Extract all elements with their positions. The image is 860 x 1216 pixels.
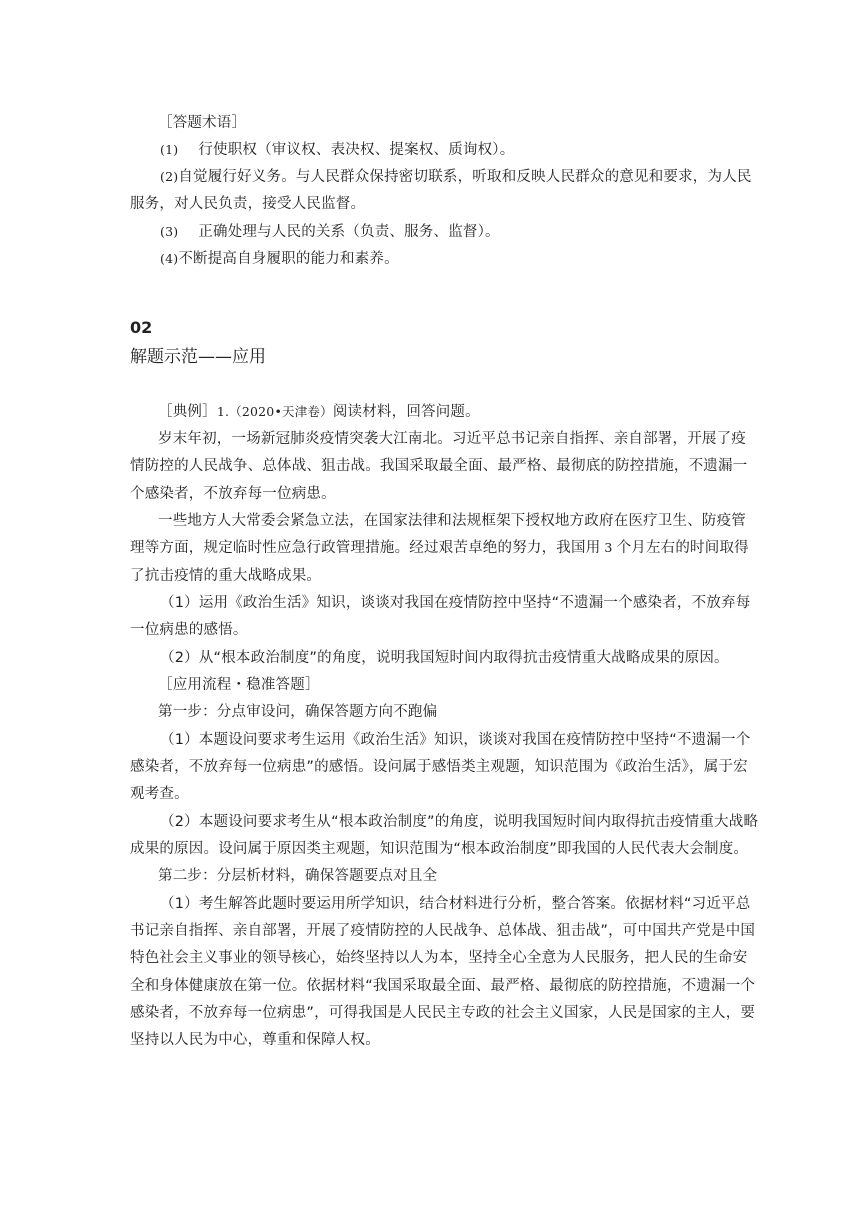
- step-2-line1: （1）考生解答此题时要运用所学知识，结合材料进行分析，整合答案。依据材料“习近平总: [160, 896, 751, 912]
- material-p1-line3: 个感染者，不放弃每一位病患。: [130, 486, 336, 502]
- material-p2-line2-b: 个月左右的时间取得: [616, 540, 749, 556]
- step-2-line2: 书记亲自指挥、亲自部署，开展了疫情防控的人民战争、总体战、狙击战”，可中国共产党是中国: [130, 923, 756, 939]
- flow-heading: ［应用流程・稳准答题］: [158, 677, 320, 693]
- terms-item-1-num: (1): [160, 142, 179, 157]
- terms-item-2-text-a: 自觉履行好义务。与人民群众保持密切联系，听取和反映人民群众的意见和要求，为人民: [178, 169, 752, 185]
- terms-item-4: [160, 249, 399, 269]
- section-title: 解题示范——应用: [130, 347, 266, 367]
- terms-item-4-num: (4): [160, 251, 179, 266]
- step-1-q2-line2: 成果的原因。设问属于原因类主观题，知识范围为“根本政治制度”即我国的人民代表大会制度。: [130, 841, 749, 857]
- terms-item-3-num: (3): [160, 224, 179, 239]
- material-p2-line1: 一些地方人大常委会紧急立法，在国家法律和法规框架下授权地方政府在医疗卫生、防疫管: [158, 513, 746, 529]
- example-label: ［典例］: [158, 404, 217, 420]
- material-p2-line3: 了抗击疫情的重大战略成果。: [130, 568, 322, 584]
- material-p1-line1: 岁末年初，一场新冠肺炎疫情突袭大江南北。习近平总书记亲自指挥、亲自部署，开展了疫: [158, 431, 746, 447]
- example-prompt: 阅读材料，回答问题。: [332, 404, 480, 420]
- section-number: 02: [130, 318, 153, 337]
- step-1-q2-line1: （2）本题设问要求考生从“根本政治制度”的角度，说明我国短时间内取得抗击疫情重大战略: [160, 814, 759, 830]
- material-p2-line2-a: 理等方面，规定临时性应急行政管理措施。经过艰苦卓绝的努力，我国用: [130, 540, 601, 556]
- step-2-line6: 坚持以人民为中心，尊重和保障人权。: [130, 1032, 380, 1048]
- material-p1-line2: 情防控的人民战争、总体战、狙击战。我国采取最全面、最严格、最彻底的防控措施，不遗漏一: [130, 458, 748, 474]
- step-2-line5: 感染者，不放弃每一位病患”，可得我国是人民民主专政的社会主义国家，人民是国家的主人，要: [130, 1005, 756, 1021]
- terms-item-2: [160, 167, 752, 187]
- question-1-line1: （1）运用《政治生活》知识，谈谈对我国在疫情防控中坚持“不遗漏一个感染者，不放弃每: [160, 595, 751, 611]
- example-heading: [158, 402, 480, 422]
- step-1-title: 第一步：分点审设问，确保答题方向不跑偏: [158, 704, 438, 720]
- step-2-line4: 全和身体健康放在第一位。依据材料“我国采取最全面、最严格、最彻底的防控措施，不遗漏一个: [130, 978, 756, 994]
- question-2: （2）从“根本政治制度”的角度，说明我国短时间内取得抗击疫情重大战略成果的原因。: [160, 650, 729, 666]
- material-p2-line2: [130, 538, 749, 558]
- terms-item-1-text: 行使职权（审议权、表决权、提案权、质询权）。: [198, 142, 515, 158]
- terms-heading: ［答题术语］: [158, 115, 247, 131]
- terms-item-2-cont: 服务，对人民负责，接受人民监督。: [130, 196, 366, 212]
- terms-item-3-text: 正确处理与人民的关系（负责、服务、监督）。: [198, 224, 500, 240]
- step-1-q1-line2: 感染者，不放弃每一位病患”的感悟。设问属于感悟类主观题，知识范围为《政治生活》，属于宏: [130, 759, 748, 775]
- terms-item-4-text: 不断提高自身履职的能力和素养。: [178, 251, 399, 267]
- step-2-title: 第二步：分层析材料，确保答题要点对且全: [158, 868, 438, 884]
- question-1-line2: 一位病患的感悟。: [130, 622, 248, 638]
- terms-item-2-num: (2): [160, 169, 179, 184]
- material-p2-number: 3: [604, 540, 613, 555]
- step-2-line3: 特色社会主义事业的领导核心，始终坚持以人为本，坚持全心全意为人民服务，把人民的生命安: [130, 950, 748, 966]
- terms-item-3: [160, 222, 500, 242]
- example-number: 1.（2020•天津卷）: [216, 404, 333, 419]
- step-1-q1-line1: （1）本题设问要求考生运用《政治生活》知识，谈谈对我国在疫情防控中坚持“不遗漏一个: [160, 732, 751, 748]
- terms-item-1: [160, 140, 514, 160]
- step-1-q1-line3: 观考查。: [130, 786, 189, 802]
